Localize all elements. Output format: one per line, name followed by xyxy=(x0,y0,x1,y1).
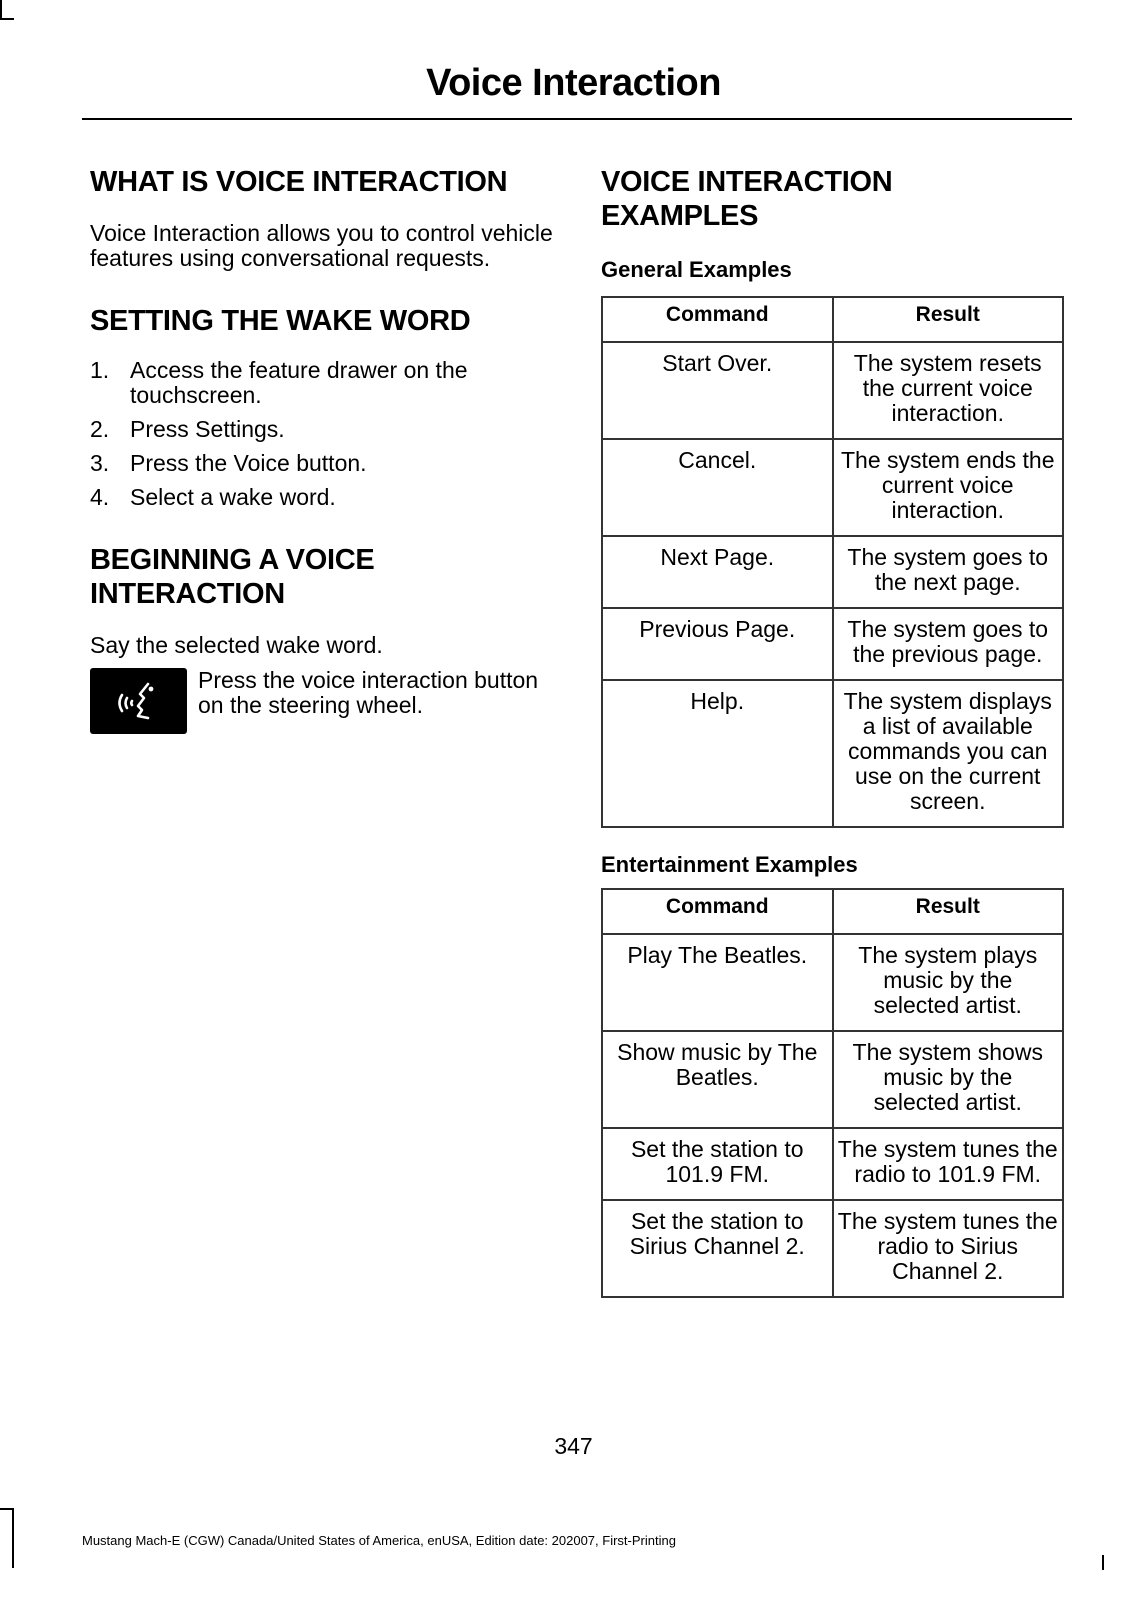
voice-button-note xyxy=(90,668,560,738)
result-cell: The system tunes the radio to Sirius Channel 2. xyxy=(833,1200,1064,1297)
wake-heading: SETTING THE WAKE WORD xyxy=(90,305,471,337)
crop-mark xyxy=(0,0,2,20)
page-title: Voice Interaction xyxy=(426,62,721,104)
edition-footer: Mustang Mach-E (CGW) Canada/United States of America, enUSA, Edition date: 202007, First-Printing xyxy=(82,1533,676,1548)
crop-mark xyxy=(0,18,14,20)
step-number: 4. xyxy=(90,484,110,510)
wake-steps xyxy=(90,358,560,510)
step-text: Select a wake word. xyxy=(130,484,336,510)
command-cell: Show music by The Beatles. xyxy=(602,1031,833,1128)
entertainment-examples-title: Entertainment Examples xyxy=(601,852,858,877)
left-column xyxy=(90,165,560,738)
result-cell: The system shows music by the selected artist. xyxy=(833,1031,1064,1128)
step-text: Press Settings. xyxy=(130,416,285,442)
begin-heading: BEGINNING A VOICE INTERACTION xyxy=(90,544,375,610)
result-cell: The system ends the current voice interaction. xyxy=(833,439,1064,536)
right-column xyxy=(601,165,1064,1298)
list-item xyxy=(90,358,560,408)
voice-button-caption: Press the voice interaction button on the steering wheel. xyxy=(198,667,539,718)
column-header-command: Command xyxy=(602,889,833,934)
table-row xyxy=(602,1200,1063,1297)
entertainment-examples-table xyxy=(601,888,1064,1298)
column-header-result: Result xyxy=(833,297,1064,342)
step-text: Access the feature drawer on the touchscreen. xyxy=(130,357,468,408)
table-row xyxy=(602,608,1063,680)
list-item xyxy=(90,485,560,510)
step-number: 1. xyxy=(90,357,110,383)
result-cell: The system resets the current voice interaction. xyxy=(833,342,1064,439)
begin-body: Say the selected wake word. xyxy=(90,632,383,658)
what-heading: WHAT IS VOICE INTERACTION xyxy=(90,166,508,198)
command-cell: Previous Page. xyxy=(602,608,833,680)
step-number: 2. xyxy=(90,416,110,442)
table-header-row xyxy=(602,889,1063,934)
list-item xyxy=(90,417,560,442)
table-row xyxy=(602,342,1063,439)
step-text: Press the Voice button. xyxy=(130,450,367,476)
column-header-result: Result xyxy=(833,889,1064,934)
result-cell: The system goes to the next page. xyxy=(833,536,1064,608)
result-cell: The system plays music by the selected artist. xyxy=(833,934,1064,1031)
command-cell: Play The Beatles. xyxy=(602,934,833,1031)
command-cell: Set the station to Sirius Channel 2. xyxy=(602,1200,833,1297)
page-number: 347 xyxy=(554,1433,593,1459)
table-row xyxy=(602,680,1063,827)
command-cell: Next Page. xyxy=(602,536,833,608)
crop-mark xyxy=(12,1508,14,1568)
command-cell: Cancel. xyxy=(602,439,833,536)
title-rule xyxy=(82,118,1072,120)
command-cell: Help. xyxy=(602,680,833,827)
result-cell: The system tunes the radio to 101.9 FM. xyxy=(833,1128,1064,1200)
table-row xyxy=(602,1128,1063,1200)
table-row xyxy=(602,439,1063,536)
table-row xyxy=(602,536,1063,608)
crop-mark xyxy=(1102,1555,1104,1570)
general-examples-table xyxy=(601,296,1064,828)
command-cell: Set the station to 101.9 FM. xyxy=(602,1128,833,1200)
what-body: Voice Interaction allows you to control vehicle features using conversational requests. xyxy=(90,220,553,271)
table-row xyxy=(602,1031,1063,1128)
examples-heading: VOICE INTERACTION EXAMPLES xyxy=(601,166,893,232)
result-cell: The system goes to the previous page. xyxy=(833,608,1064,680)
command-cell: Start Over. xyxy=(602,342,833,439)
table-row xyxy=(602,934,1063,1031)
voice-button-icon xyxy=(90,668,187,734)
table-header-row xyxy=(602,297,1063,342)
step-number: 3. xyxy=(90,450,110,476)
general-examples-title: General Examples xyxy=(601,257,792,282)
column-header-command: Command xyxy=(602,297,833,342)
list-item xyxy=(90,451,560,476)
result-cell: The system displays a list of available commands you can use on the current screen. xyxy=(833,680,1064,827)
